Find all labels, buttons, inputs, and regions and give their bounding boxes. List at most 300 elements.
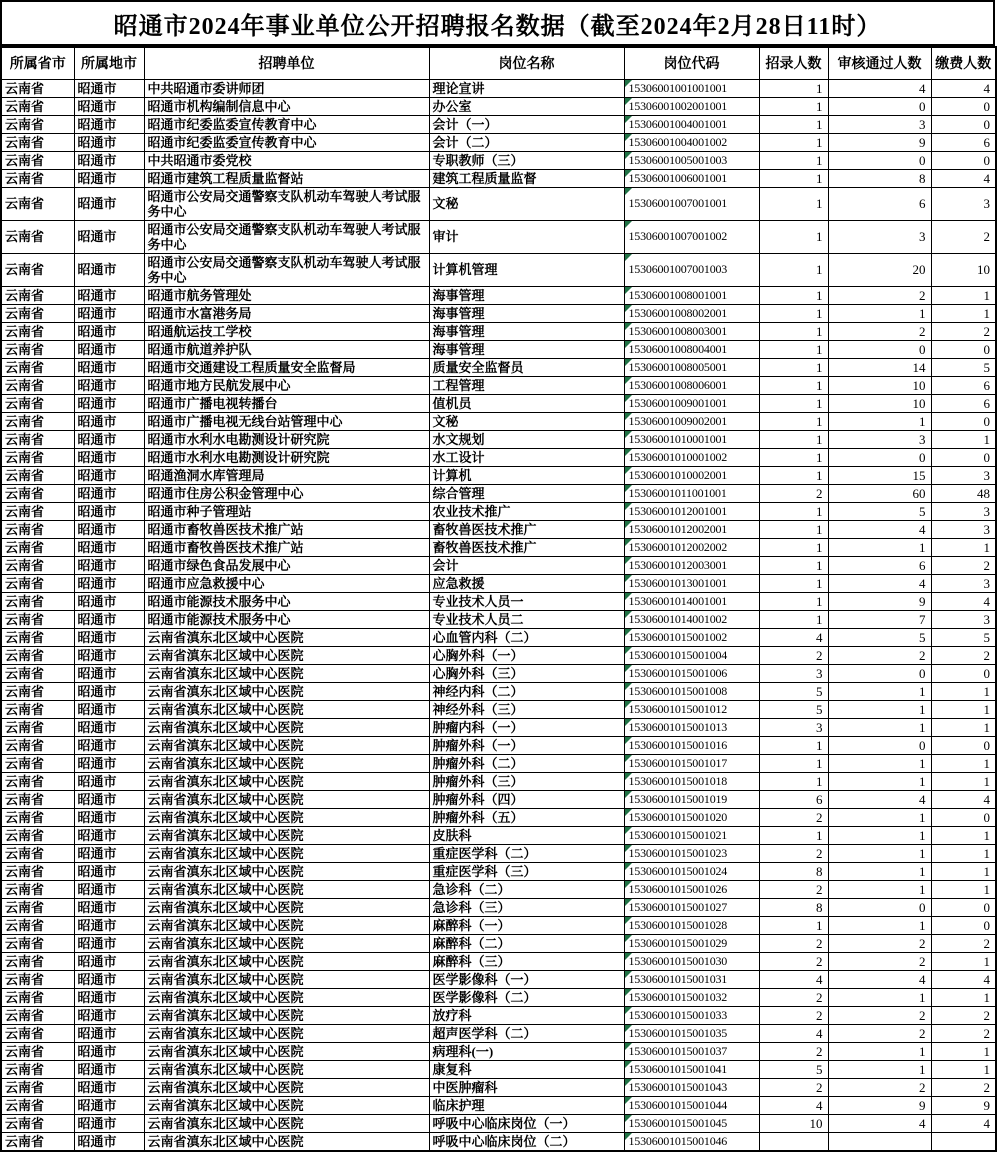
cell-job-title: 皮肤科 [429,826,624,844]
cell-job-code: 15306001015001016 [624,736,759,754]
cell-province: 云南省 [1,430,74,448]
cell-paid-count: 5 [931,628,996,646]
cell-recruit-count [759,1132,828,1151]
cell-job-code: 15306001012002002 [624,538,759,556]
cell-recruit-count: 1 [759,115,828,133]
cell-recruit-count: 1 [759,322,828,340]
cell-job-code: 15306001015001026 [624,880,759,898]
table-row [1,916,996,934]
cell-approved-count: 1 [828,862,931,880]
cell-city: 昭通市 [74,682,144,700]
cell-recruit-count: 2 [759,808,828,826]
cell-unit: 云南省滇东北区域中心医院 [144,628,429,646]
table-row [1,1096,996,1114]
table-row [1,1042,996,1060]
cell-job-code: 15306001008001001 [624,286,759,304]
cell-province: 云南省 [1,1114,74,1132]
cell-city: 昭通市 [74,151,144,169]
cell-city: 昭通市 [74,736,144,754]
cell-paid-count: 0 [931,115,996,133]
cell-paid-count: 2 [931,1078,996,1096]
cell-paid-count: 0 [931,151,996,169]
cell-job-code: 15306001004001002 [624,133,759,151]
cell-unit: 昭通市水利水电勘测设计研究院 [144,430,429,448]
cell-city: 昭通市 [74,718,144,736]
cell-approved-count: 2 [828,1006,931,1024]
table-row [1,1024,996,1042]
cell-unit: 云南省滇东北区域中心医院 [144,844,429,862]
cell-province: 云南省 [1,115,74,133]
cell-paid-count: 4 [931,79,996,97]
cell-job-title: 心胸外科（三） [429,664,624,682]
cell-job-title: 会计 [429,556,624,574]
recruitment-table [0,46,997,1152]
cell-recruit-count: 2 [759,646,828,664]
cell-approved-count: 4 [828,520,931,538]
cell-job-title: 呼吸中心临床岗位（一） [429,1114,624,1132]
cell-approved-count: 1 [828,808,931,826]
cell-recruit-count: 1 [759,220,828,253]
cell-province: 云南省 [1,772,74,790]
cell-job-code: 15306001015001012 [624,700,759,718]
cell-paid-count: 1 [931,682,996,700]
cell-province: 云南省 [1,520,74,538]
cell-province: 云南省 [1,898,74,916]
cell-city: 昭通市 [74,664,144,682]
cell-recruit-count: 10 [759,1114,828,1132]
cell-recruit-count: 8 [759,898,828,916]
cell-unit: 云南省滇东北区域中心医院 [144,718,429,736]
cell-approved-count: 0 [828,151,931,169]
cell-unit: 云南省滇东北区域中心医院 [144,700,429,718]
cell-recruit-count: 5 [759,1060,828,1078]
cell-recruit-count: 5 [759,682,828,700]
table-row [1,133,996,151]
cell-paid-count: 3 [931,520,996,538]
cell-unit: 云南省滇东北区域中心医院 [144,790,429,808]
cell-job-title: 值机员 [429,394,624,412]
table-row [1,430,996,448]
cell-unit: 云南省滇东北区域中心医院 [144,916,429,934]
cell-approved-count: 1 [828,1042,931,1060]
table-row [1,304,996,322]
cell-unit: 云南省滇东北区域中心医院 [144,898,429,916]
cell-job-code: 15306001012002001 [624,520,759,538]
cell-approved-count: 1 [828,538,931,556]
cell-recruit-count: 2 [759,934,828,952]
table-row [1,1114,996,1132]
cell-approved-count: 2 [828,286,931,304]
cell-unit: 昭通航运技工学校 [144,322,429,340]
cell-recruit-count: 4 [759,1096,828,1114]
cell-city: 昭通市 [74,754,144,772]
cell-approved-count: 0 [828,97,931,115]
cell-approved-count: 1 [828,916,931,934]
cell-job-code: 15306001007001003 [624,253,759,286]
table-row [1,682,996,700]
header-row [1,47,996,79]
cell-paid-count: 4 [931,592,996,610]
cell-province: 云南省 [1,880,74,898]
cell-recruit-count: 2 [759,1078,828,1096]
cell-job-code: 15306001012001001 [624,502,759,520]
table-row [1,1006,996,1024]
table-row [1,736,996,754]
table-row [1,538,996,556]
cell-paid-count: 10 [931,253,996,286]
cell-paid-count: 1 [931,718,996,736]
cell-province: 云南省 [1,466,74,484]
cell-recruit-count: 1 [759,520,828,538]
cell-province: 云南省 [1,1024,74,1042]
cell-province: 云南省 [1,700,74,718]
cell-city: 昭通市 [74,97,144,115]
cell-paid-count: 1 [931,772,996,790]
cell-unit: 云南省滇东北区域中心医院 [144,1096,429,1114]
cell-job-code: 15306001015001029 [624,934,759,952]
table-row [1,844,996,862]
cell-province: 云南省 [1,220,74,253]
cell-recruit-count: 2 [759,844,828,862]
table-body [1,79,996,1151]
cell-unit: 昭通市公安局交通警察支队机动车驾驶人考试服务中心 [144,187,429,220]
cell-approved-count: 1 [828,772,931,790]
table-row [1,1078,996,1096]
table-row [1,646,996,664]
cell-city: 昭通市 [74,952,144,970]
table-row [1,220,996,253]
cell-job-code: 15306001015001013 [624,718,759,736]
cell-recruit-count: 1 [759,538,828,556]
cell-unit: 云南省滇东北区域中心医院 [144,1006,429,1024]
cell-job-code: 15306001008006001 [624,376,759,394]
cell-province: 云南省 [1,412,74,430]
cell-job-title: 农业技术推广 [429,502,624,520]
cell-unit: 昭通市纪委监委宣传教育中心 [144,115,429,133]
cell-unit: 昭通渔洞水库管理局 [144,466,429,484]
cell-approved-count: 4 [828,1114,931,1132]
cell-province: 云南省 [1,448,74,466]
cell-approved-count: 9 [828,592,931,610]
cell-paid-count: 6 [931,133,996,151]
cell-city: 昭通市 [74,628,144,646]
cell-province: 云南省 [1,358,74,376]
cell-approved-count: 1 [828,754,931,772]
cell-approved-count: 1 [828,844,931,862]
table-row [1,592,996,610]
table-row [1,898,996,916]
cell-province: 云南省 [1,1060,74,1078]
cell-job-code: 15306001015001019 [624,790,759,808]
cell-city: 昭通市 [74,322,144,340]
cell-unit: 云南省滇东北区域中心医院 [144,1114,429,1132]
cell-approved-count: 9 [828,1096,931,1114]
cell-recruit-count: 4 [759,628,828,646]
cell-job-code: 15306001015001008 [624,682,759,700]
cell-city: 昭通市 [74,970,144,988]
cell-job-title: 水工设计 [429,448,624,466]
cell-job-title: 文秘 [429,187,624,220]
table-row [1,988,996,1006]
cell-province: 云南省 [1,916,74,934]
header-province: 所属省市 [1,47,74,79]
cell-job-title: 质量安全监督员 [429,358,624,376]
cell-unit: 昭通市水利水电勘测设计研究院 [144,448,429,466]
cell-unit: 云南省滇东北区域中心医院 [144,862,429,880]
cell-job-code: 15306001015001004 [624,646,759,664]
cell-paid-count: 1 [931,844,996,862]
cell-job-code: 15306001015001041 [624,1060,759,1078]
cell-unit: 云南省滇东北区域中心医院 [144,1042,429,1060]
cell-job-title: 肿瘤外科（二） [429,754,624,772]
cell-paid-count: 2 [931,322,996,340]
cell-city: 昭通市 [74,844,144,862]
cell-job-title: 专业技术人员二 [429,610,624,628]
cell-city: 昭通市 [74,1096,144,1114]
cell-job-title: 审计 [429,220,624,253]
table-row [1,970,996,988]
table-row [1,1060,996,1078]
table-row [1,628,996,646]
cell-recruit-count: 1 [759,772,828,790]
cell-paid-count: 9 [931,1096,996,1114]
cell-province: 云南省 [1,394,74,412]
cell-job-title: 超声医学科（二） [429,1024,624,1042]
cell-paid-count: 1 [931,538,996,556]
cell-approved-count: 1 [828,412,931,430]
cell-job-code: 15306001015001017 [624,754,759,772]
cell-job-title: 重症医学科（三） [429,862,624,880]
cell-paid-count: 3 [931,502,996,520]
cell-approved-count: 1 [828,304,931,322]
cell-province: 云南省 [1,754,74,772]
cell-province: 云南省 [1,97,74,115]
cell-job-title: 心胸外科（一） [429,646,624,664]
cell-recruit-count: 4 [759,970,828,988]
cell-unit: 云南省滇东北区域中心医院 [144,646,429,664]
table-row [1,952,996,970]
table-row [1,502,996,520]
table-row [1,664,996,682]
cell-unit: 中共昭通市委党校 [144,151,429,169]
cell-paid-count: 1 [931,826,996,844]
cell-paid-count: 3 [931,574,996,592]
cell-city: 昭通市 [74,1078,144,1096]
cell-approved-count: 0 [828,340,931,358]
cell-approved-count: 5 [828,628,931,646]
cell-job-title: 专职教师（三） [429,151,624,169]
cell-job-code: 15306001015001033 [624,1006,759,1024]
cell-approved-count [828,1132,931,1151]
cell-job-code: 15306001015001021 [624,826,759,844]
cell-city: 昭通市 [74,862,144,880]
cell-province: 云南省 [1,736,74,754]
cell-paid-count: 2 [931,934,996,952]
cell-job-title: 急诊科（二） [429,880,624,898]
cell-paid-count: 2 [931,1024,996,1042]
cell-job-code: 15306001008003001 [624,322,759,340]
cell-job-title: 办公室 [429,97,624,115]
cell-city: 昭通市 [74,880,144,898]
cell-job-title: 专业技术人员一 [429,592,624,610]
cell-recruit-count: 2 [759,988,828,1006]
cell-job-code: 15306001015001037 [624,1042,759,1060]
cell-job-title: 应急救援 [429,574,624,592]
cell-unit: 昭通市纪委监委宣传教育中心 [144,133,429,151]
cell-job-code: 15306001015001024 [624,862,759,880]
cell-province: 云南省 [1,538,74,556]
cell-city: 昭通市 [74,133,144,151]
cell-approved-count: 15 [828,466,931,484]
cell-city: 昭通市 [74,376,144,394]
cell-job-code: 15306001015001044 [624,1096,759,1114]
cell-job-title: 畜牧兽医技术推广 [429,538,624,556]
cell-approved-count: 4 [828,574,931,592]
cell-province: 云南省 [1,1078,74,1096]
cell-approved-count: 2 [828,1024,931,1042]
cell-unit: 昭通市建筑工程质量监督站 [144,169,429,187]
cell-city: 昭通市 [74,646,144,664]
cell-recruit-count: 1 [759,187,828,220]
cell-paid-count: 1 [931,700,996,718]
cell-job-code: 15306001008004001 [624,340,759,358]
cell-job-code: 15306001014001001 [624,592,759,610]
cell-unit: 昭通市住房公积金管理中心 [144,484,429,502]
cell-job-title: 工程管理 [429,376,624,394]
cell-job-title: 文秘 [429,412,624,430]
table-row [1,412,996,430]
cell-paid-count: 2 [931,556,996,574]
cell-job-title: 肿瘤外科（五） [429,808,624,826]
cell-unit: 云南省滇东北区域中心医院 [144,970,429,988]
cell-job-code: 15306001015001027 [624,898,759,916]
cell-paid-count: 4 [931,790,996,808]
table-row [1,151,996,169]
cell-job-code: 15306001015001035 [624,1024,759,1042]
cell-province: 云南省 [1,592,74,610]
cell-approved-count: 1 [828,700,931,718]
cell-unit: 昭通市能源技术服务中心 [144,592,429,610]
cell-province: 云南省 [1,610,74,628]
cell-approved-count: 4 [828,790,931,808]
cell-paid-count: 2 [931,220,996,253]
cell-city: 昭通市 [74,466,144,484]
cell-job-title: 海事管理 [429,340,624,358]
cell-province: 云南省 [1,646,74,664]
cell-city: 昭通市 [74,1006,144,1024]
cell-paid-count: 1 [931,952,996,970]
cell-unit: 昭通市绿色食品发展中心 [144,556,429,574]
cell-city: 昭通市 [74,1114,144,1132]
cell-approved-count: 60 [828,484,931,502]
cell-recruit-count: 1 [759,466,828,484]
cell-approved-count: 2 [828,646,931,664]
cell-unit: 昭通市广播电视转播台 [144,394,429,412]
cell-job-title: 畜牧兽医技术推广 [429,520,624,538]
table-row [1,772,996,790]
cell-province: 云南省 [1,304,74,322]
table-row [1,340,996,358]
cell-paid-count: 1 [931,754,996,772]
cell-unit: 云南省滇东北区域中心医院 [144,1024,429,1042]
table-row [1,358,996,376]
cell-recruit-count: 1 [759,358,828,376]
cell-approved-count: 1 [828,988,931,1006]
cell-approved-count: 0 [828,664,931,682]
cell-job-title: 会计（二） [429,133,624,151]
cell-unit: 云南省滇东北区域中心医院 [144,880,429,898]
table-row [1,808,996,826]
cell-paid-count: 3 [931,466,996,484]
header-city: 所属地市 [74,47,144,79]
cell-paid-count: 4 [931,970,996,988]
table-row [1,187,996,220]
cell-job-title: 肿瘤外科（一） [429,736,624,754]
cell-city: 昭通市 [74,448,144,466]
cell-paid-count: 1 [931,304,996,322]
cell-approved-count: 1 [828,826,931,844]
cell-paid-count: 0 [931,97,996,115]
cell-recruit-count: 4 [759,1024,828,1042]
cell-recruit-count: 1 [759,151,828,169]
cell-recruit-count: 1 [759,592,828,610]
cell-province: 云南省 [1,970,74,988]
cell-province: 云南省 [1,151,74,169]
cell-unit: 云南省滇东北区域中心医院 [144,664,429,682]
cell-job-title: 麻醉科（三） [429,952,624,970]
cell-approved-count: 2 [828,934,931,952]
cell-unit: 云南省滇东北区域中心医院 [144,772,429,790]
cell-city: 昭通市 [74,700,144,718]
cell-recruit-count: 3 [759,718,828,736]
cell-recruit-count: 2 [759,952,828,970]
table-header [1,47,996,79]
cell-approved-count: 1 [828,1060,931,1078]
cell-job-title: 水文规划 [429,430,624,448]
cell-job-title: 中医肿瘤科 [429,1078,624,1096]
cell-province: 云南省 [1,844,74,862]
cell-paid-count [931,1132,996,1151]
cell-paid-count: 0 [931,664,996,682]
cell-paid-count: 0 [931,916,996,934]
cell-paid-count: 1 [931,430,996,448]
cell-job-title: 麻醉科（一） [429,916,624,934]
cell-unit: 昭通市畜牧兽医技术推广站 [144,538,429,556]
cell-job-code: 15306001009002001 [624,412,759,430]
cell-approved-count: 1 [828,682,931,700]
cell-job-code: 15306001011001001 [624,484,759,502]
cell-unit: 云南省滇东北区域中心医院 [144,952,429,970]
cell-job-title: 肿瘤外科（三） [429,772,624,790]
cell-province: 云南省 [1,808,74,826]
cell-unit: 云南省滇东北区域中心医院 [144,1132,429,1151]
cell-city: 昭通市 [74,187,144,220]
cell-province: 云南省 [1,934,74,952]
cell-job-title: 建筑工程质量监督 [429,169,624,187]
cell-job-code: 15306001002001001 [624,97,759,115]
cell-job-title: 神经内科（二） [429,682,624,700]
cell-job-code: 15306001007001002 [624,220,759,253]
cell-job-code: 15306001005001003 [624,151,759,169]
table-row [1,484,996,502]
cell-paid-count: 0 [931,808,996,826]
table-row [1,700,996,718]
cell-unit: 昭通市公安局交通警察支队机动车驾驶人考试服务中心 [144,220,429,253]
cell-paid-count: 1 [931,880,996,898]
cell-recruit-count: 1 [759,736,828,754]
cell-job-title: 呼吸中心临床岗位（二） [429,1132,624,1151]
cell-job-title: 心血管内科（二） [429,628,624,646]
